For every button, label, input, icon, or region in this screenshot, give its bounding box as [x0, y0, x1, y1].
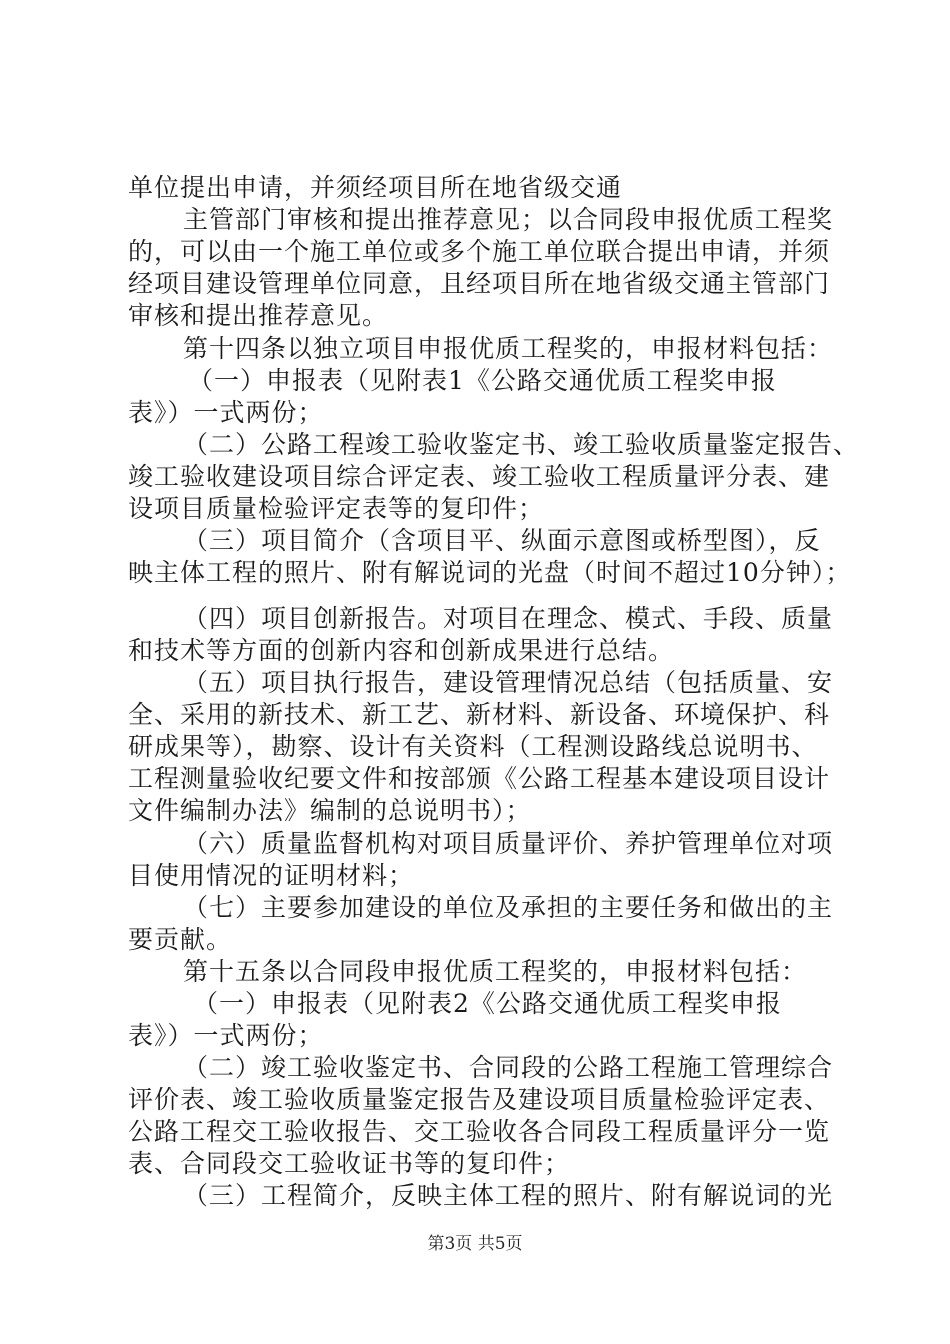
- text-line: 表》）一式两份；: [128, 1021, 324, 1050]
- text-line: 全、采用的新技术、新工艺、新材料、新设备、环境保护、科: [128, 700, 831, 729]
- text-line: 第十四条以独立项目申报优质工程奖的，申报材料包括：: [183, 334, 834, 363]
- text-line: 映主体工程的照片、附有解说词的光盘（时间不超过10分钟）；: [128, 558, 852, 587]
- text-line: 工程测量验收纪要文件和按部颁《公路工程基本建设项目设计: [128, 764, 831, 793]
- text-line: （五）项目执行报告，建设管理情况总结（包括质量、安: [183, 668, 834, 697]
- text-line: 表》）一式两份；: [128, 398, 324, 427]
- text-line: 主管部门审核和提出推荐意见；以合同段申报优质工程奖: [183, 205, 834, 234]
- text-line: 审核和提出推荐意见。: [128, 301, 389, 330]
- text-line: 公路工程交工验收报告、交工验收各合同段工程质量评分一览: [128, 1117, 831, 1146]
- text-line: （四）项目创新报告。对项目在理念、模式、手段、质量: [183, 604, 834, 633]
- text-line: 评价表、竣工验收质量鉴定报告及建设项目质量检验评定表、: [128, 1085, 831, 1114]
- text-line: 的，可以由一个施工单位或多个施工单位联合提出申请，并须: [128, 237, 831, 266]
- text-line: 研成果等），勘察、设计有关资料（工程测设路线总说明书、: [128, 732, 818, 761]
- text-line: 和技术等方面的创新内容和创新成果进行总结。: [128, 636, 675, 665]
- text-line: 竣工验收建设项目综合评定表、竣工验收工程质量评分表、建: [128, 462, 831, 491]
- text-line: 经项目建设管理单位同意，且经项目所在地省级交通主管部门: [128, 269, 831, 298]
- text-line: 文件编制办法》编制的总说明书）；: [128, 796, 532, 825]
- text-line: 单位提出申请，并须经项目所在地省级交通: [128, 173, 623, 202]
- text-line: （七）主要参加建设的单位及承担的主要任务和做出的主: [183, 893, 834, 922]
- text-line: （二）公路工程竣工验收鉴定书、竣工验收质量鉴定报告、: [183, 430, 860, 459]
- text-line: （六）质量监督机构对项目质量评价、养护管理单位对项: [183, 829, 834, 858]
- text-line: 表、合同段交工验收证书等的复印件；: [128, 1149, 571, 1178]
- text-line: （一）申报表（见附表1《公路交通优质工程奖申报: [188, 366, 777, 395]
- text-line: 设项目质量检验评定表等的复印件；: [128, 494, 545, 523]
- text-line: 要贡献。: [128, 925, 233, 954]
- text-line: （一）申报表（见附表2《公路交通优质工程奖申报: [193, 989, 782, 1018]
- page-footer: 第3页 共5页: [427, 1234, 523, 1254]
- text-line: （三）工程简介，反映主体工程的照片、附有解说词的光: [183, 1181, 834, 1210]
- text-line: 第十五条以合同段申报优质工程奖的，申报材料包括：: [183, 957, 808, 986]
- text-line: （二）竣工验收鉴定书、合同段的公路工程施工管理综合: [183, 1053, 834, 1082]
- text-line: （三）项目简介（含项目平、纵面示意图或桥型图），反: [183, 526, 821, 555]
- text-line: 目使用情况的证明材料；: [128, 861, 415, 890]
